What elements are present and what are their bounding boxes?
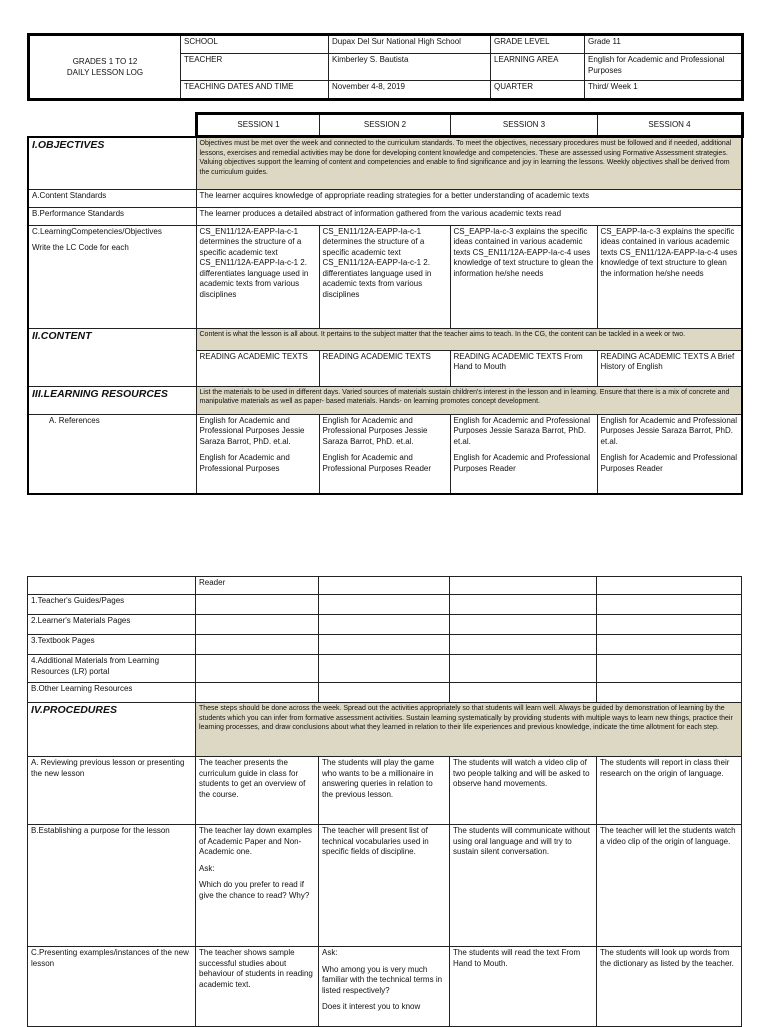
empty-cell	[319, 635, 450, 655]
procedure-b1-text: The teacher lay down examples of Academic Paper and Non-Academic one.	[199, 826, 312, 856]
log-title-line2: DAILY LESSON LOG	[66, 68, 144, 77]
procedure-c-session-1: The teacher shows sample successful studies about behaviour of students in reading academic text.	[196, 947, 319, 1027]
procedures-note: These steps should be done across the week. Spread out the activities appropriately so that students will learn well. Always be guided by demonstration of learning by the students which you can infer from formative assessment activities. Sustain learning systematically by providing students with multiple ways to learn new things, practice their learning processes, and draw conclusions about what they learned in relation to their life experiences and previous knowledge, indicate the time allotment for each step.	[196, 703, 742, 757]
content-session-4: READING ACADEMIC TEXTS A Brief History of English	[597, 350, 742, 386]
teachers-guides-label: 1.Teacher's Guides/Pages	[28, 595, 196, 615]
procedure-c2-ask: Ask:	[322, 948, 338, 957]
procedure-c-label: C.Presenting examples/instances of the new lesson	[28, 947, 196, 1027]
competency-session-4: CS_EAPP-Ia-c-3 explains the specific ideas contained in various academic texts CS_EN11/12A-EAPP-Ia-c-4 uses knowledge of text structure to glean the information he/she needs	[597, 225, 742, 328]
procedures-heading: IV.PROCEDURES	[28, 703, 196, 757]
empty-cell	[597, 683, 742, 703]
reference-3-main: English for Academic and Professional Purposes Jessie Saraza Barrot, PhD. et.al.	[453, 415, 591, 446]
content-note: Content is what the lesson is all about. It pertains to the subject matter that the teacher aims to teach. In the CG, the content can be tackled in a week or two.	[196, 328, 742, 350]
empty-cell	[319, 683, 450, 703]
empty-cell	[319, 577, 450, 595]
additional-materials-label: 4.Additional Materials from Learning Resources (LR) portal	[28, 655, 196, 683]
procedure-c-session-4: The students will look up words from the dictionary as listed by the teacher.	[597, 947, 742, 1027]
content-session-3: READING ACADEMIC TEXTS From Hand to Mouth	[450, 350, 597, 386]
references-label: A. References	[28, 414, 196, 494]
dates-label: TEACHING DATES AND TIME	[181, 81, 329, 100]
procedure-a-session-3: The students will watch a video clip of two people talking and will be asked to observe hand movements.	[450, 757, 597, 825]
session-2-header: SESSION 2	[320, 114, 451, 137]
continuation-label	[28, 577, 196, 595]
header-table	[27, 33, 744, 101]
procedure-b1-ask: Ask:	[199, 863, 215, 873]
area-value: English for Academic and Professional Purposes	[585, 54, 743, 81]
empty-cell	[319, 655, 450, 683]
procedure-c2-question: Who among you is very much familiar with the technical terms in listed respectively?	[322, 964, 443, 995]
performance-standards-label: B.Performance Standards	[28, 207, 196, 225]
empty-cell	[450, 635, 597, 655]
empty-cell	[597, 595, 742, 615]
empty-cell	[450, 655, 597, 683]
empty-cell	[196, 635, 319, 655]
reference-2-extra: English for Academic and Professional Purposes Reader	[322, 453, 432, 473]
grade-value: Grade 11	[585, 35, 743, 54]
procedure-b1-question: Which do you prefer to read if give the chance to read? Why?	[199, 880, 310, 900]
procedure-b-session-3: The students will communicate without using oral language and will try to sustain silent conversation.	[450, 825, 597, 947]
session-header	[195, 112, 744, 138]
procedure-a-session-2: The students will play the game who wants to be a millionaire in answering queries in relation to the previous lesson.	[319, 757, 450, 825]
procedure-a-session-1: The teacher presents the curriculum guide in class for students to get an overview of the course.	[196, 757, 319, 825]
lesson-table-page1	[27, 136, 743, 495]
empty-cell	[196, 683, 319, 703]
competencies-label	[28, 225, 196, 328]
content-standards-label: A.Content Standards	[28, 189, 196, 207]
lesson-table-page2	[27, 576, 742, 1027]
log-title	[29, 35, 181, 100]
session-1-header: SESSION 1	[197, 114, 320, 137]
dates-value: November 4-8, 2019	[329, 81, 491, 100]
competency-session-3: CS_EAPP-Ia-c-3 explains the specific ideas contained in various academic texts CS_EN11/12A-EAPP-Ia-c-4 uses knowledge of text structure to glean the information he/she needs	[450, 225, 597, 328]
procedure-c2-question2: Does it interest you to know	[322, 1002, 421, 1011]
reference-session-3	[450, 414, 597, 494]
school-value: Dupax Del Sur National High School	[329, 35, 491, 54]
empty-cell	[597, 635, 742, 655]
empty-cell	[450, 595, 597, 615]
competencies-title: C.LearningCompetencies/Objectives	[32, 226, 162, 236]
other-resources-label: B.Other Learning Resources	[28, 683, 196, 703]
competency-session-1: CS_EN11/12A-EAPP-Ia-c-1 determines the structure of a specific academic text CS_EN11/12A-EAPP-Ia-c-1 2. differentiates language used in academic texts from various disciplines	[196, 225, 319, 328]
teacher-label: TEACHER	[181, 54, 329, 81]
reference-session-1	[196, 414, 319, 494]
textbook-label: 3.Textbook Pages	[28, 635, 196, 655]
procedure-a-session-4: The students will report in class their research on the origin of language.	[597, 757, 742, 825]
school-label: SCHOOL	[181, 35, 329, 54]
procedure-b-label: B.Establishing a purpose for the lesson	[28, 825, 196, 947]
procedure-c-session-2	[319, 947, 450, 1027]
empty-cell	[319, 615, 450, 635]
reference-4-main: English for Academic and Professional Purposes Jessie Saraza Barrot, PhD. et.al.	[600, 415, 738, 446]
empty-cell	[196, 595, 319, 615]
reference-1-extra: English for Academic and Professional Purposes	[199, 453, 290, 473]
empty-cell	[196, 615, 319, 635]
continuation-session-1: Reader	[196, 577, 319, 595]
empty-cell	[319, 595, 450, 615]
content-session-1: READING ACADEMIC TEXTS	[196, 350, 319, 386]
empty-cell	[196, 655, 319, 683]
content-standards-value: The learner acquires knowledge of appropriate reading strategies for a better understanding of academic texts	[196, 189, 742, 207]
empty-cell	[597, 615, 742, 635]
procedure-a-label: A. Reviewing previous lesson or presenting the new lesson	[28, 757, 196, 825]
quarter-label: QUARTER	[491, 81, 585, 100]
procedure-b-session-2: The teacher will present list of technical vocabularies used in specific fields of discipline.	[319, 825, 450, 947]
learners-materials-label: 2.Learner's Materials Pages	[28, 615, 196, 635]
reference-session-4	[597, 414, 742, 494]
grade-label: GRADE LEVEL	[491, 35, 585, 54]
empty-cell	[450, 577, 597, 595]
empty-cell	[450, 615, 597, 635]
log-title-line1: GRADES 1 TO 12	[72, 57, 138, 66]
reference-4-extra: English for Academic and Professional Purposes Reader	[600, 453, 738, 473]
reference-session-2	[319, 414, 450, 494]
reference-2-main: English for Academic and Professional Purposes Jessie Saraza Barrot, PhD. et.al.	[322, 415, 428, 446]
empty-cell	[450, 683, 597, 703]
quarter-value: Third/ Week 1	[585, 81, 743, 100]
resources-note: List the materials to be used in different days. Varied sources of materials sustain children's interest in the lesson and in learning. Ensure that there is a mix of concrete and manipulative materials as well as paper- based materials. Hands- on learning promotes concept development.	[196, 386, 742, 414]
objectives-heading: I.OBJECTIVES	[28, 137, 196, 189]
teacher-value: Kimberley S. Bautista	[329, 54, 491, 81]
procedure-c-session-3: The students will read the text From Hand to Mouth.	[450, 947, 597, 1027]
reference-3-extra: English for Academic and Professional Purposes Reader	[453, 453, 591, 473]
area-label: LEARNING AREA	[491, 54, 585, 81]
reference-1-main: English for Academic and Professional Purposes Jessie Saraza Barrot, PhD. et.al.	[199, 415, 305, 446]
procedure-b-session-1	[196, 825, 319, 947]
empty-cell	[597, 577, 742, 595]
content-session-2: READING ACADEMIC TEXTS	[319, 350, 450, 386]
resources-heading: III.LEARNING RESOURCES	[28, 386, 196, 414]
session-4-header: SESSION 4	[598, 114, 743, 137]
content-heading: II.CONTENT	[28, 328, 196, 386]
empty-cell	[597, 655, 742, 683]
competency-session-2: CS_EN11/12A-EAPP-Ia-c-1 determines the structure of a specific academic text CS_EN11/12A-EAPP-Ia-c-1 2. differentiates language used in academic texts from various disciplines	[319, 225, 450, 328]
procedure-b-session-4: The teacher will let the students watch a video clip of the origin of language.	[597, 825, 742, 947]
competencies-sub: Write the LC Code for each	[32, 243, 129, 252]
performance-standards-value: The learner produces a detailed abstract of information gathered from the various academic texts read	[196, 207, 742, 225]
session-3-header: SESSION 3	[451, 114, 598, 137]
objectives-note: Objectives must be met over the week and connected to the curriculum standards. To meet the objectives, necessary procedures must be followed and if needed, additional lessons, exercises and remedial activities may be done for developing content knowledge and competencies. These are assessed using Formative Assessment strategies. Valuing objectives support the learning of content and competencies and enable to find significance and joy in learning the lessons. Weekly objectives shall be derived from the curriculum guides.	[196, 137, 742, 189]
